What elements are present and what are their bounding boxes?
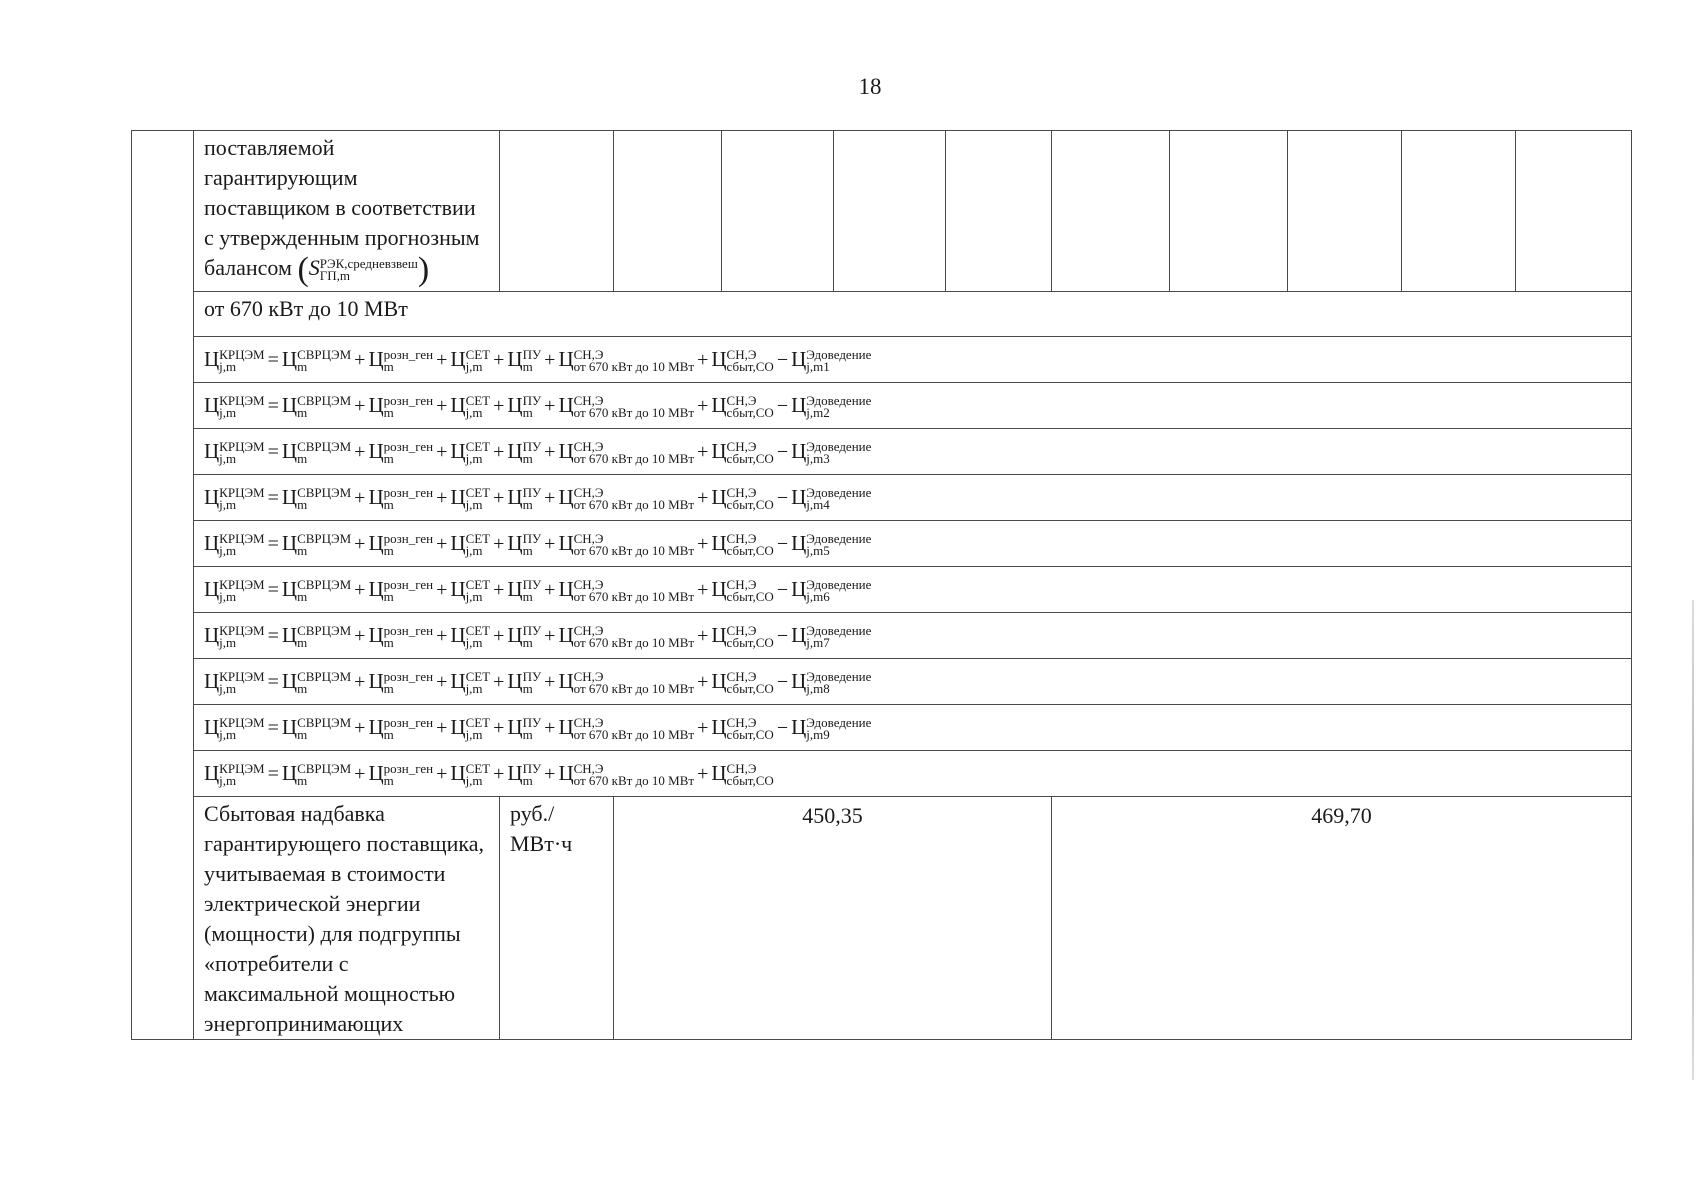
formula-term: Ц ПУ m <box>507 347 542 375</box>
top-label: поставляемой гарантирующим поставщиком в соответствии с утвержденным прогнозным балансом (S РЭК,средневзвеш ГП,m ) <box>194 131 499 285</box>
formula-term: Ц розн_ген m <box>368 439 434 467</box>
formula-term: Ц СЕТ j,m <box>450 715 491 743</box>
formula-term-delivery: Ц Эдоведение j,m6 <box>791 577 872 605</box>
value-cell-1 <box>614 797 1052 1040</box>
formula-term-delivery: Ц Эдоведение j,m5 <box>791 531 872 559</box>
formula-term: Ц СВРЦЭМ m <box>281 531 352 559</box>
formula-term: Ц СН,Э от 670 кВт до 10 МВт <box>558 669 695 697</box>
formula-term-lhs: Ц КРЦЭМ j,m <box>204 761 265 789</box>
formula-term: Ц СН,Э от 670 кВт до 10 МВт <box>558 439 695 467</box>
formula-term: Ц розн_ген m <box>368 761 434 789</box>
formula-term: Ц СЕТ j,m <box>450 347 491 375</box>
formula-cell <box>194 337 1632 383</box>
price-formula: Ц КРЦЭМ j,m = Ц СВРЦЭМ m + Ц розн_ген m + Ц СЕТ j,m + Ц ПУ m + Ц СН,Э от 670 кВт до 10 МВт + Ц СН,Э сбыт,СО − Ц Эдоведение j,m4 <box>204 485 872 513</box>
formula-term-lhs: Ц КРЦЭМ j,m <box>204 715 265 743</box>
price-formula: Ц КРЦЭМ j,m = Ц СВРЦЭМ m + Ц розн_ген m + Ц СЕТ j,m + Ц ПУ m + Ц СН,Э от 670 кВт до 10 МВт + Ц СН,Э сбыт,СО − Ц Эдоведение j,m5 <box>204 531 872 559</box>
formula-term: Ц СЕТ j,m <box>450 439 491 467</box>
unit-cell <box>500 797 614 1040</box>
formula-term: Ц СЕТ j,m <box>450 531 491 559</box>
empty-cell <box>722 131 834 292</box>
symbol-s: S <box>308 255 320 280</box>
formula-term: Ц ПУ m <box>507 669 542 697</box>
formula-cell <box>194 567 1632 613</box>
table-row-top <box>132 131 1632 292</box>
formula-term: Ц ПУ m <box>507 531 542 559</box>
formula-term: Ц ПУ m <box>507 715 542 743</box>
unit-label: руб./ МВт·ч <box>510 801 573 856</box>
formula-term-delivery: Ц Эдоведение j,m1 <box>791 347 872 375</box>
balance-line: балансом (S РЭК,средневзвеш ГП,m ) <box>204 250 430 288</box>
page-number: 18 <box>858 74 882 99</box>
formula-row <box>132 613 1632 659</box>
markup-label-cell <box>194 797 500 1040</box>
markup-value-1: 450,35 <box>802 803 863 828</box>
formula-term: Ц розн_ген m <box>368 485 434 513</box>
formula-row <box>132 383 1632 429</box>
formula-term: Ц СН,Э сбыт,СО <box>711 485 774 513</box>
formula-term: Ц СН,Э от 670 кВт до 10 МВт <box>558 715 695 743</box>
formula-term: Ц розн_ген m <box>368 715 434 743</box>
formula-term: Ц СЕТ j,m <box>450 485 491 513</box>
formula-term-delivery: Ц Эдоведение j,m9 <box>791 715 872 743</box>
formula-term: Ц розн_ген m <box>368 669 434 697</box>
formula-term: Ц СВРЦЭМ m <box>281 669 352 697</box>
section-title: от 670 кВт до 10 МВт <box>204 296 408 321</box>
formula-term: Ц СН,Э от 670 кВт до 10 МВт <box>558 531 695 559</box>
value-cell-2 <box>1052 797 1632 1040</box>
formula-term-delivery: Ц Эдоведение j,m8 <box>791 669 872 697</box>
formula-term: Ц СН,Э сбыт,СО <box>711 393 774 421</box>
formula-term-delivery: Ц Эдоведение j,m4 <box>791 485 872 513</box>
empty-cell <box>614 131 722 292</box>
formula-term: Ц ПУ m <box>507 623 542 651</box>
row-number-cell <box>132 131 194 1040</box>
empty-cell <box>1170 131 1288 292</box>
formula-term: Ц розн_ген m <box>368 623 434 651</box>
formula-cell <box>194 613 1632 659</box>
formula-term: Ц СВРЦЭМ m <box>281 485 352 513</box>
formula-term: Ц СВРЦЭМ m <box>281 623 352 651</box>
empty-cell <box>1288 131 1402 292</box>
formula-cell <box>194 475 1632 521</box>
formula-term: Ц СВРЦЭМ m <box>281 715 352 743</box>
formula-term: Ц розн_ген m <box>368 393 434 421</box>
formula-term: Ц СН,Э от 670 кВт до 10 МВт <box>558 347 695 375</box>
formula-term: Ц ПУ m <box>507 577 542 605</box>
formula-row <box>132 521 1632 567</box>
formula-term: Ц ПУ m <box>507 761 542 789</box>
formula-term: Ц СВРЦЭМ m <box>281 393 352 421</box>
top-label-cell <box>194 131 500 292</box>
formula-row <box>132 659 1632 705</box>
formula-term: Ц СН,Э от 670 кВт до 10 МВт <box>558 485 695 513</box>
markup-row <box>132 797 1632 1040</box>
formula-term-lhs: Ц КРЦЭМ j,m <box>204 669 265 697</box>
formula-term: Ц СН,Э сбыт,СО <box>711 715 774 743</box>
tariff-table <box>131 130 1632 1040</box>
formula-row <box>132 337 1632 383</box>
formula-row <box>132 705 1632 751</box>
formula-term: Ц СВРЦЭМ m <box>281 761 352 789</box>
formula-term: Ц розн_ген m <box>368 577 434 605</box>
formula-term-lhs: Ц КРЦЭМ j,m <box>204 531 265 559</box>
scan-edge-shadow <box>1692 600 1694 1080</box>
price-formula: Ц КРЦЭМ j,m = Ц СВРЦЭМ m + Ц розн_ген m + Ц СЕТ j,m + Ц ПУ m + Ц СН,Э от 670 кВт до 10 МВт + Ц СН,Э сбыт,СО − Ц Эдоведение j,m3 <box>204 439 872 467</box>
formula-cell <box>194 659 1632 705</box>
empty-cell <box>1402 131 1516 292</box>
formula-term: Ц ПУ m <box>507 485 542 513</box>
formula-term: Ц ПУ m <box>507 439 542 467</box>
price-formula: Ц КРЦЭМ j,m = Ц СВРЦЭМ m + Ц розн_ген m + Ц СЕТ j,m + Ц ПУ m + Ц СН,Э от 670 кВт до 10 МВт + Ц СН,Э сбыт,СО − Ц Эдоведение j,m7 <box>204 623 872 651</box>
price-formula: Ц КРЦЭМ j,m = Ц СВРЦЭМ m + Ц розн_ген m + Ц СЕТ j,m + Ц ПУ m + Ц СН,Э от 670 кВт до 10 МВт + Ц СН,Э сбыт,СО <box>204 761 774 789</box>
empty-cell <box>1516 131 1632 292</box>
formula-term: Ц СН,Э сбыт,СО <box>711 347 774 375</box>
formula-term-lhs: Ц КРЦЭМ j,m <box>204 393 265 421</box>
formula-cell <box>194 705 1632 751</box>
formula-term: Ц СН,Э от 670 кВт до 10 МВт <box>558 393 695 421</box>
formula-row <box>132 751 1632 797</box>
formula-term: Ц СЕТ j,m <box>450 669 491 697</box>
price-formula: Ц КРЦЭМ j,m = Ц СВРЦЭМ m + Ц розн_ген m + Ц СЕТ j,m + Ц ПУ m + Ц СН,Э от 670 кВт до 10 МВт + Ц СН,Э сбыт,СО − Ц Эдоведение j,m6 <box>204 577 872 605</box>
formula-term: Ц СЕТ j,m <box>450 393 491 421</box>
formula-term-delivery: Ц Эдоведение j,m7 <box>791 623 872 651</box>
empty-cell <box>500 131 614 292</box>
formula-term-delivery: Ц Эдоведение j,m2 <box>791 393 872 421</box>
formula-term-delivery: Ц Эдоведение j,m3 <box>791 439 872 467</box>
formula-term: Ц СН,Э от 670 кВт до 10 МВт <box>558 577 695 605</box>
formula-cell <box>194 751 1632 797</box>
empty-cell <box>834 131 946 292</box>
section-title-cell <box>194 292 1632 337</box>
formula-term: Ц СН,Э сбыт,СО <box>711 577 774 605</box>
empty-cell <box>946 131 1052 292</box>
markup-label: Сбытовая надбавка гарантирующего поставщика, учитываемая в стоимости электрической энергии (мощности) для подгруппы «потребители с максимальной мощностью энергопринимающих <box>204 801 484 1036</box>
formula-term-lhs: Ц КРЦЭМ j,m <box>204 347 265 375</box>
formula-term: Ц СН,Э сбыт,СО <box>711 761 774 789</box>
formula-term: Ц СЕТ j,m <box>450 577 491 605</box>
formula-term-lhs: Ц КРЦЭМ j,m <box>204 577 265 605</box>
formula-row <box>132 567 1632 613</box>
formula-row <box>132 475 1632 521</box>
formula-term: Ц СВРЦЭМ m <box>281 347 352 375</box>
price-formula: Ц КРЦЭМ j,m = Ц СВРЦЭМ m + Ц розн_ген m + Ц СЕТ j,m + Ц ПУ m + Ц СН,Э от 670 кВт до 10 МВт + Ц СН,Э сбыт,СО − Ц Эдоведение j,m2 <box>204 393 872 421</box>
formula-term: Ц СН,Э сбыт,СО <box>711 669 774 697</box>
section-row <box>132 292 1632 337</box>
formula-term: Ц СВРЦЭМ m <box>281 577 352 605</box>
formula-term: Ц СН,Э сбыт,СО <box>711 623 774 651</box>
formula-term-lhs: Ц КРЦЭМ j,m <box>204 623 265 651</box>
formula-term: Ц розн_ген m <box>368 347 434 375</box>
formula-cell <box>194 383 1632 429</box>
formula-term: Ц СН,Э от 670 кВт до 10 МВт <box>558 761 695 789</box>
formula-term: Ц ПУ m <box>507 393 542 421</box>
formula-term-lhs: Ц КРЦЭМ j,m <box>204 439 265 467</box>
formula-term: Ц СН,Э сбыт,СО <box>711 439 774 467</box>
formula-term: Ц СВРЦЭМ m <box>281 439 352 467</box>
formula-term: Ц СЕТ j,m <box>450 761 491 789</box>
price-formula: Ц КРЦЭМ j,m = Ц СВРЦЭМ m + Ц розн_ген m + Ц СЕТ j,m + Ц ПУ m + Ц СН,Э от 670 кВт до 10 МВт + Ц СН,Э сбыт,СО − Ц Эдоведение j,m8 <box>204 669 872 697</box>
empty-cell <box>1052 131 1170 292</box>
markup-value-2: 469,70 <box>1311 803 1372 828</box>
formula-cell <box>194 521 1632 567</box>
formula-term: Ц СН,Э сбыт,СО <box>711 531 774 559</box>
formula-term: Ц СЕТ j,m <box>450 623 491 651</box>
price-formula: Ц КРЦЭМ j,m = Ц СВРЦЭМ m + Ц розн_ген m + Ц СЕТ j,m + Ц ПУ m + Ц СН,Э от 670 кВт до 10 МВт + Ц СН,Э сбыт,СО − Ц Эдоведение j,m1 <box>204 347 872 375</box>
formula-term: Ц розн_ген m <box>368 531 434 559</box>
formula-term: Ц СН,Э от 670 кВт до 10 МВт <box>558 623 695 651</box>
formula-row <box>132 429 1632 475</box>
price-formula: Ц КРЦЭМ j,m = Ц СВРЦЭМ m + Ц розн_ген m + Ц СЕТ j,m + Ц ПУ m + Ц СН,Э от 670 кВт до 10 МВт + Ц СН,Э сбыт,СО − Ц Эдоведение j,m9 <box>204 715 872 743</box>
formula-cell <box>194 429 1632 475</box>
formula-term-lhs: Ц КРЦЭМ j,m <box>204 485 265 513</box>
